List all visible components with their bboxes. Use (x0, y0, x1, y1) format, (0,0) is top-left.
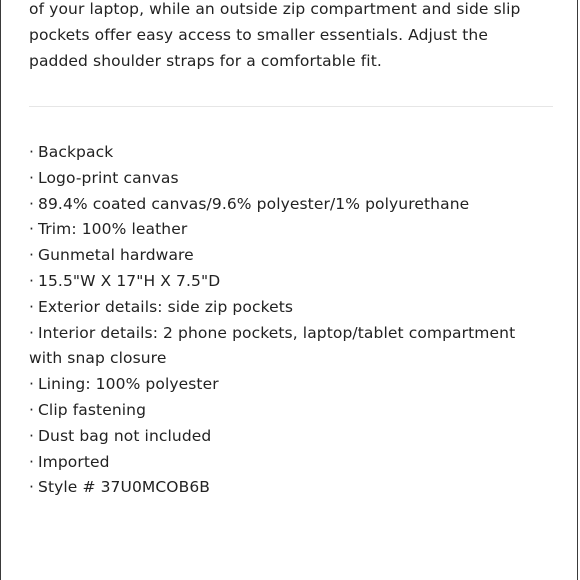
detail-item-origin (29, 450, 551, 476)
description-line: of your laptop, while an outside zip compartment and side slip (29, 0, 521, 18)
detail-item-type (29, 140, 551, 166)
detail-text: with snap closure (29, 349, 167, 368)
detail-item-lining (29, 372, 551, 398)
product-description (29, 0, 551, 74)
detail-text: Style # 37U0MCOB6B (38, 478, 211, 497)
detail-text: Gunmetal hardware (38, 246, 194, 265)
detail-text: Lining: 100% polyester (38, 375, 219, 394)
bullet-icon: · (29, 400, 35, 419)
product-details-list (29, 140, 551, 501)
detail-text: Exterior details: side zip pockets (38, 297, 294, 316)
detail-text: Interior details: 2 phone pockets, laptop/tablet compartment (38, 323, 516, 342)
detail-item-hardware (29, 243, 551, 269)
detail-item-dimensions (29, 269, 551, 295)
bullet-icon: · (29, 323, 35, 342)
detail-item-interior-continued (29, 346, 551, 372)
detail-item-interior (29, 321, 551, 347)
bullet-icon: · (29, 194, 35, 213)
bullet-icon: · (29, 271, 35, 290)
detail-item-composition (29, 192, 551, 218)
detail-item-style-number (29, 475, 551, 501)
section-divider (29, 106, 553, 107)
detail-item-fastening (29, 398, 551, 424)
detail-text: Clip fastening (38, 400, 147, 419)
detail-text: Dust bag not included (38, 426, 212, 445)
bullet-icon: · (29, 220, 35, 239)
detail-item-dust-bag (29, 424, 551, 450)
bullet-icon: · (29, 426, 35, 445)
bullet-icon: · (29, 478, 35, 497)
detail-item-exterior (29, 295, 551, 321)
detail-text: 89.4% coated canvas/9.6% polyester/1% polyurethane (38, 194, 470, 213)
detail-item-material-print (29, 166, 551, 192)
bullet-icon: · (29, 168, 35, 187)
bullet-icon: · (29, 246, 35, 265)
detail-text: Logo-print canvas (38, 168, 179, 187)
detail-text: Trim: 100% leather (38, 220, 188, 239)
detail-item-trim (29, 217, 551, 243)
description-line: pockets offer easy access to smaller essentials. Adjust the (29, 25, 488, 44)
description-line: padded shoulder straps for a comfortable fit. (29, 51, 382, 70)
detail-text: Backpack (38, 143, 114, 161)
bullet-icon: · (29, 452, 35, 471)
detail-text: 15.5"W X 17"H X 7.5"D (38, 271, 221, 290)
bullet-icon: · (29, 143, 35, 161)
bullet-icon: · (29, 375, 35, 394)
detail-text: Imported (38, 452, 110, 471)
bullet-icon: · (29, 297, 35, 316)
